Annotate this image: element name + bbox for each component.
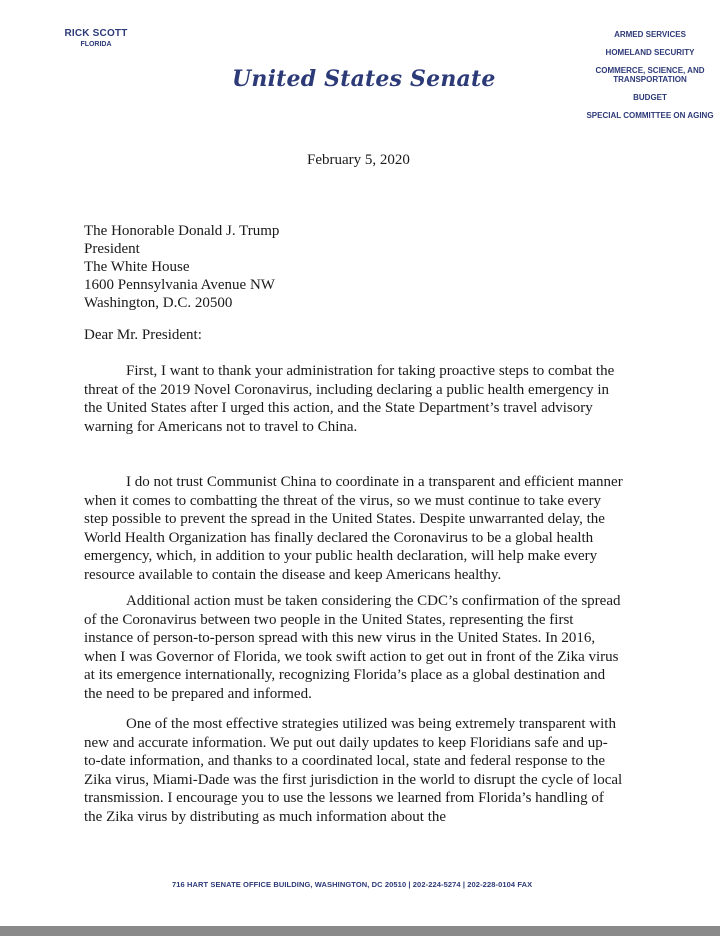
senator-state: FLORIDA: [80, 41, 112, 48]
address-line: President: [84, 241, 140, 257]
body-paragraph: Additional action must be taken considering the CDC’s confirmation of the spread of the Coronavirus between two people in the United States, representing the first instance of person-to-person spread with this new virus in the United States. In 2016, when I was Governor of Florida, we took swift action to get out in front of the Zika virus at its emergence internationally, recognizing Florida’s place as a global destination and the need to be prepared and informed.: [84, 593, 621, 702]
senate-title: United States Senate: [232, 66, 496, 92]
senator-name: RICK SCOTT: [64, 28, 128, 39]
body-paragraph: I do not trust Communist China to coordinate in a transparent and efficient manner when it comes to combatting the threat of the virus, so we must continue to take every step possible to prevent the spread in the United States. Despite unwarranted delay, the World Health Organization has finally declared the Coronavirus to be a global health emergency, which, in addition to your public health declaration, will help make every resource available to contain the disease and keep Americans healthy.: [84, 474, 623, 583]
committee-item: ARMED SERVICES: [614, 30, 686, 39]
committee-item: SPECIAL COMMITTEE ON AGING: [586, 111, 714, 120]
senator-block: [64, 28, 128, 49]
letter-date: February 5, 2020: [307, 152, 410, 168]
office-address-footer: 716 HART SENATE OFFICE BUILDING, WASHINGTON, DC 20510 | 202-224-5274 | 202-228-0104 FAX: [172, 880, 533, 889]
page-edge-bar: [0, 926, 720, 936]
address-line: Washington, D.C. 20500: [84, 295, 233, 311]
salutation: Dear Mr. President:: [84, 327, 202, 343]
body-paragraph: First, I want to thank your administration for taking proactive steps to combat the threat of the 2019 Novel Coronavirus, including declaring a public health emergency in the United States after I urged this action, and the State Department’s travel advisory warning for Americans not to travel to China.: [84, 363, 615, 435]
committee-item: COMMERCE, SCIENCE, AND TRANSPORTATION: [595, 66, 705, 84]
address-line: The White House: [84, 259, 190, 275]
body-paragraph: One of the most effective strategies utilized was being extremely transparent with new and accurate information. We put out daily updates to keep Floridians safe and up-to-date information, and thanks to a coordinated local, state and federal response to the Zika virus, Miami-Dade was the first jurisdiction in the world to disrupt the cycle of local transmission. I encourage you to use the lessons we learned from Florida’s handling of the Zika virus by distributing as much information about the: [84, 716, 623, 825]
committee-item: BUDGET: [633, 93, 667, 102]
committee-list: [586, 30, 714, 129]
address-line: The Honorable Donald J. Trump: [84, 223, 280, 239]
recipient-address: [84, 222, 279, 312]
committee-item: HOMELAND SECURITY: [605, 48, 695, 57]
address-line: 1600 Pennsylvania Avenue NW: [84, 277, 275, 293]
